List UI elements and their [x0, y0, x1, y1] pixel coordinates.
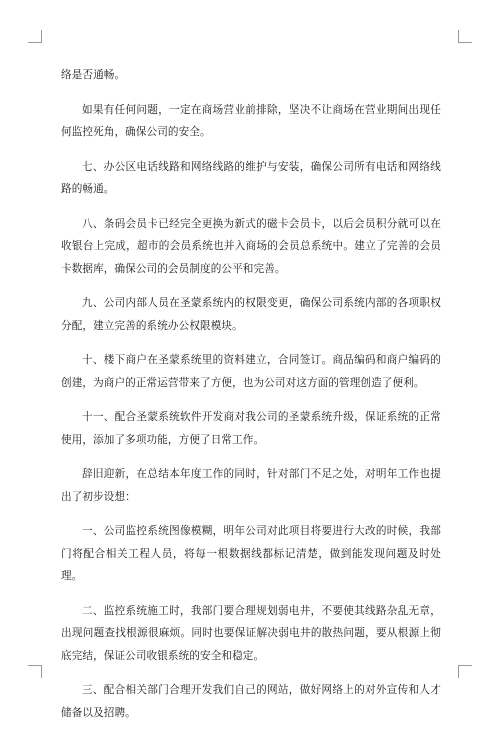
- paragraph: 十、楼下商户在圣蒙系统里的资料建立，合同签订。商品编码和商户编码的创建，为商户的正常运营带来了方便，也为公司对这方面的管理创造了便利。: [61, 354, 441, 389]
- paragraph: 一、公司监控系统图像模糊，明年公司对此项目将要进行大改的时候，我部门将配合相关工程人员，将每一根数据线都标记清楚，做到能发现问题及时处理。: [61, 525, 441, 582]
- paragraph: 辞旧迎新，在总结本年度工作的同时，针对部门不足之处，对明年工作也提出了初步设想：: [61, 468, 441, 503]
- crop-mark-top-right: [459, 42, 472, 43]
- crop-mark-bottom-right: [458, 665, 459, 678]
- paragraph: 三、配合相关部门合理开发我们自己的网站，做好网络上的对外宣传和人才储备以及招聘。: [61, 684, 441, 719]
- crop-mark-top-left: [28, 42, 41, 43]
- paragraph: 络是否通畅。: [61, 69, 126, 81]
- paragraph: 十一、配合圣蒙系统软件开发商对我公司的圣蒙系统升级，保证系统的正常使用，添加了多项功能，方便了日常工作。: [61, 411, 441, 446]
- crop-mark-bottom-right: [459, 665, 472, 666]
- crop-mark-bottom-left: [28, 665, 41, 666]
- crop-mark-top-left: [41, 30, 42, 43]
- paragraph: 七、办公区电话线路和网络线路的维护与安装，确保公司所有电话和网络线路的畅通。: [61, 160, 441, 195]
- paragraph: 八、条码会员卡已经完全更换为新式的磁卡会员卡，以后会员积分就可以在收银台上完成，超市的会员系统也并入商场的会员总系统中。建立了完善的会员卡数据库，确保公司的会员制度的公平和完善。: [61, 217, 441, 275]
- document-body: [61, 64, 441, 736]
- paragraph: 如果有任何问题，一定在商场营业前排除，坚决不让商场在营业期间出现任何监控死角，确保公司的安全。: [61, 103, 441, 138]
- paragraph: 二、监控系统施工时，我部门要合理规划弱电井，不要使其线路杂乱无章，出现问题查找根源很麻烦。同时也要保证解决弱电井的散热问题，要从根源上彻底完结，保证公司收银系统的安全和稳定。: [61, 604, 441, 662]
- paragraph: 九、公司内部人员在圣蒙系统内的权限变更，确保公司系统内部的各项职权分配，建立完善的系统办公权限模块。: [61, 297, 441, 332]
- crop-mark-bottom-left: [41, 665, 42, 678]
